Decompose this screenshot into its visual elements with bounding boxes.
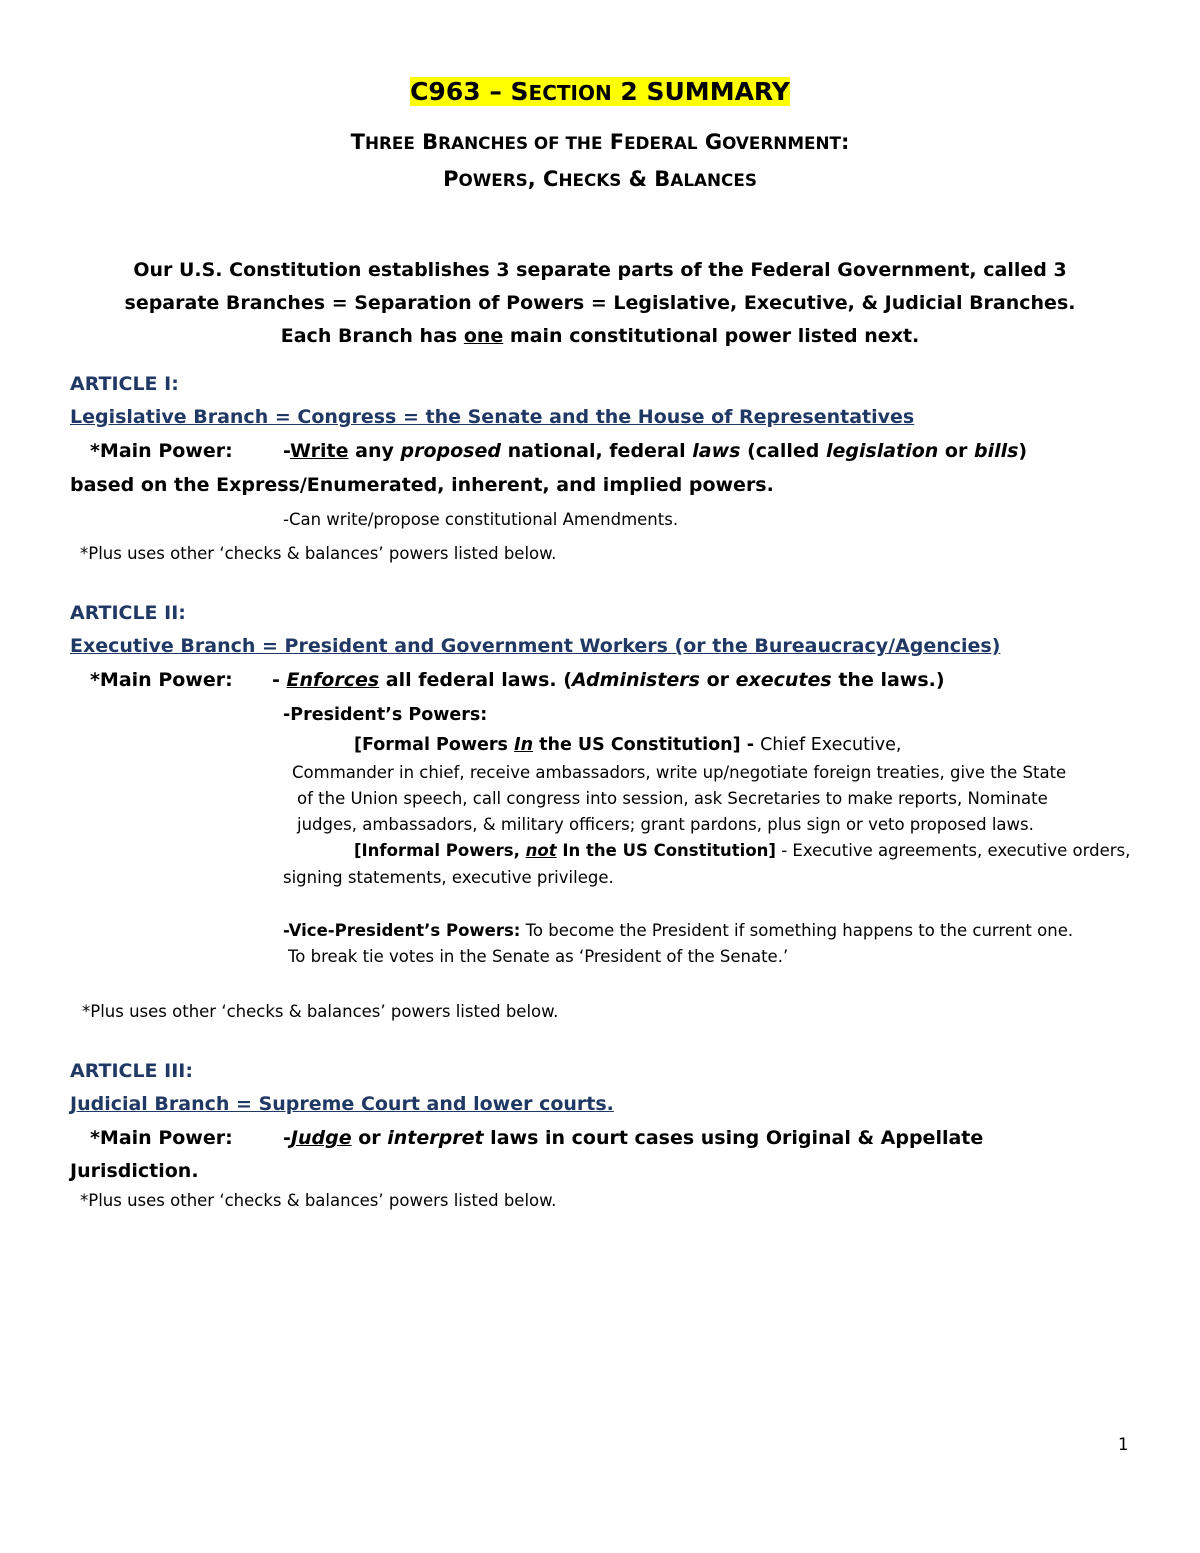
article-2-heading: ARTICLE II:: [70, 602, 186, 624]
informal-text: [Informal Powers,: [354, 841, 526, 860]
formal-powers-line-3: of the Union speech, call congress into session, ask Secretaries to make reports, Nominate: [297, 789, 1048, 808]
subtitle-text: , C: [527, 167, 559, 191]
intro-text: Each Branch has: [280, 325, 464, 347]
mp-text: all federal laws. (: [379, 669, 572, 691]
mp-italic: bills: [973, 440, 1019, 462]
formal-powers-line-4: judges, ambassadors, & military officers; grant pardons, plus sign or veto proposed laws.: [297, 815, 1034, 834]
mp-italic: legislation: [825, 440, 939, 462]
intro-line-3: [0, 326, 1200, 348]
formal-text: the US Constitution] -: [533, 735, 761, 755]
formal-powers-line-2: Commander in chief, receive ambassadors, write up/negotiate foreign treaties, give the State: [292, 763, 1067, 782]
mp-text: or: [699, 669, 736, 691]
subtitle-text: HECKS: [558, 170, 622, 190]
mp-text: -: [283, 440, 291, 462]
article-1-amendments: -Can write/propose constitutional Amendments.: [283, 510, 679, 529]
intro-text: main constitutional power listed next.: [503, 325, 920, 347]
subtitle-text: B: [414, 130, 439, 154]
mp-underlined: Write: [290, 440, 349, 462]
mp-text: -: [272, 669, 287, 691]
title-code: C963 – S: [410, 77, 529, 106]
subtitle-text: ALANCES: [670, 170, 757, 190]
mp-italic: executes: [735, 669, 832, 691]
subtitle-text: & B: [621, 167, 671, 191]
formal-italic: In: [514, 735, 534, 755]
article-2-plus-note: *Plus uses other ‘checks & balances’ powers listed below.: [82, 1002, 559, 1021]
mp-text: any: [348, 440, 401, 462]
article-3-main-power-cont: Jurisdiction.: [70, 1160, 199, 1182]
subtitle-text: EDERAL: [624, 133, 698, 153]
vice-president-powers: [283, 922, 1073, 941]
subtitle-text: G: [697, 130, 723, 154]
page-title: [0, 78, 1200, 107]
title-small-caps: ECTION: [528, 81, 612, 105]
mp-text: or: [938, 440, 974, 462]
mp-italic: proposed: [400, 440, 501, 462]
intro-line-1: Our U.S. Constitution establishes 3 separate parts of the Federal Government, called 3: [133, 259, 1067, 281]
mp-italic-underlined: Judge: [290, 1127, 352, 1149]
article-3-main-label: *Main Power:: [90, 1127, 233, 1149]
subtitle-line-2: [0, 167, 1200, 191]
intro-underlined: one: [463, 325, 504, 347]
mp-text: laws in court cases using Original & Appellate: [483, 1127, 984, 1149]
informal-text: In the US Constitution]: [556, 841, 776, 860]
mp-text: ): [1018, 440, 1028, 462]
page-number: 1: [1118, 1435, 1129, 1454]
informal-powers-line-2: signing statements, executive privilege.: [283, 868, 614, 887]
article-2-main-power: [272, 670, 945, 692]
subtitle-text: T: [350, 130, 365, 154]
subtitle-line-1: [0, 130, 1200, 154]
mp-text: national, federal: [500, 440, 693, 462]
formal-text: [Formal Powers: [354, 735, 515, 755]
mp-text: (called: [740, 440, 826, 462]
subtitle-text: OWERS: [458, 170, 528, 190]
article-1-branch: Legislative Branch = Congress = the Senate and the House of Representatives: [70, 406, 915, 428]
article-2-main-label: *Main Power:: [90, 669, 233, 691]
subtitle-text: HREE: [364, 133, 415, 153]
vp-label: -Vice-President’s Powers:: [283, 921, 521, 940]
mp-italic-underlined: Enforces: [286, 669, 380, 691]
informal-text: - Executive agreements, executive orders,: [775, 841, 1131, 860]
article-1-main-power-cont: based on the Express/Enumerated, inherent, and implied powers.: [70, 474, 774, 496]
mp-italic: interpret: [387, 1127, 484, 1149]
formal-powers-line: [354, 735, 902, 755]
mp-text: the laws.): [831, 669, 945, 691]
mp-text: -: [283, 1127, 291, 1149]
mp-italic: Administers: [571, 669, 700, 691]
article-1-main-label: *Main Power:: [90, 440, 233, 462]
article-3-heading: ARTICLE III:: [70, 1060, 193, 1082]
president-powers-label: -President’s Powers:: [283, 705, 488, 725]
title-rest: 2 SUMMARY: [611, 77, 790, 106]
informal-italic: not: [525, 841, 557, 860]
intro-line-2: separate Branches = Separation of Powers = Legislative, Executive, & Judicial Branches.: [124, 292, 1076, 314]
subtitle-text: OVERNMENT: [722, 133, 841, 153]
subtitle-text: :: [840, 130, 850, 154]
subtitle-text: F: [602, 130, 625, 154]
subtitle-text: RANCHES OF THE: [438, 133, 603, 153]
mp-text: or: [351, 1127, 388, 1149]
title-highlight: [410, 77, 790, 106]
subtitle-text: P: [443, 167, 459, 191]
formal-text: Chief Executive,: [760, 735, 902, 755]
mp-italic: laws: [692, 440, 741, 462]
article-3-branch: Judicial Branch = Supreme Court and lower courts.: [70, 1093, 614, 1115]
article-3-plus-note: *Plus uses other ‘checks & balances’ powers listed below.: [80, 1191, 557, 1210]
article-1-plus-note: *Plus uses other ‘checks & balances’ powers listed below.: [80, 544, 557, 563]
article-3-main-power: [283, 1128, 983, 1150]
vp-text: To become the President if something happens to the current one.: [520, 921, 1074, 940]
article-1-heading: ARTICLE I:: [70, 373, 179, 395]
article-1-main-power: [283, 441, 1027, 463]
informal-powers-line: [354, 842, 1130, 861]
article-2-branch: Executive Branch = President and Government Workers (or the Bureaucracy/Agencies): [70, 635, 1001, 657]
vice-president-powers-2: To break tie votes in the Senate as ‘President of the Senate.’: [288, 947, 789, 966]
